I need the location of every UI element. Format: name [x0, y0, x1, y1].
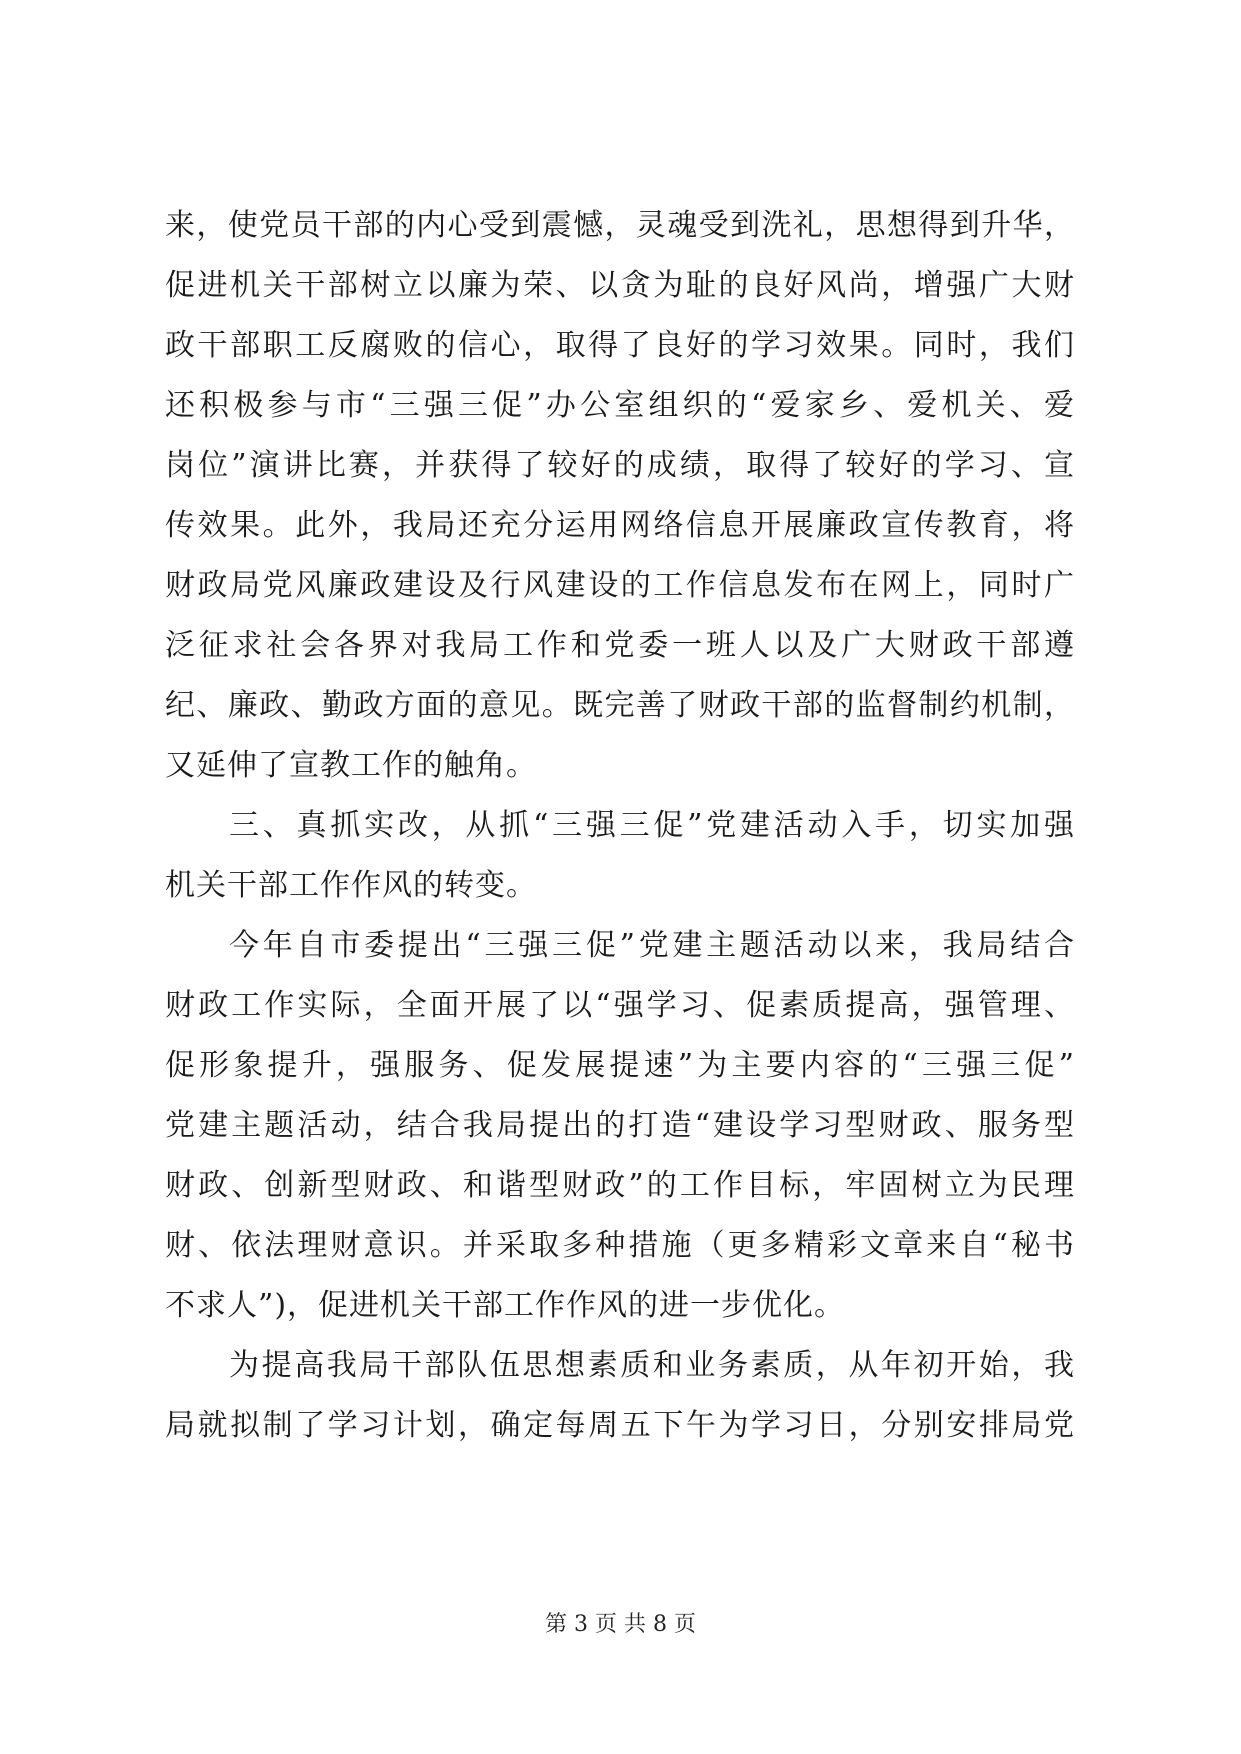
text-line: 促进机关干部树立以廉为荣、以贪为耻的良好风尚，增强广大财 — [165, 268, 1075, 303]
text-line: 今年自市委提出“三强三促”党建主题活动以来，我局结合 — [229, 928, 1075, 963]
text-line: 党建主题活动，结合我局提出的打造“建设学习型财政、服务型 — [165, 1108, 1075, 1143]
text-line: 三、真抓实改，从抓“三强三促”党建活动入手，切实加强 — [229, 808, 1075, 843]
text-line: 岗位”演讲比赛，并获得了较好的成绩，取得了较好的学习、宣 — [165, 448, 1075, 483]
text-line: 局就拟制了学习计划，确定每周五下午为学习日，分别安排局党 — [165, 1408, 1075, 1443]
text-line: 传效果。此外，我局还充分运用网络信息开展廉政宣传教育，将 — [165, 508, 1075, 543]
text-line: 财政工作实际，全面开展了以“强学习、促素质提高，强管理、 — [165, 988, 1075, 1023]
text-line: 机关干部工作作风的转变。 — [165, 868, 537, 903]
page-footer: 第 3 页 共 8 页 — [545, 1612, 696, 1637]
text-line: 为提高我局干部队伍思想素质和业务素质，从年初开始，我 — [229, 1348, 1075, 1383]
text-line: 促形象提升，强服务、促发展提速”为主要内容的“三强三促” — [165, 1048, 1075, 1083]
text-line: 财政局党风廉政建设及行风建设的工作信息发布在网上，同时广 — [165, 568, 1075, 603]
text-line: 纪、廉政、勤政方面的意见。既完善了财政干部的监督制约机制， — [165, 688, 1075, 723]
text-line: 又延伸了宣教工作的触角。 — [165, 748, 537, 783]
body-text — [165, 196, 1075, 1456]
text-line: 财政、创新型财政、和谐型财政”的工作目标，牢固树立为民理 — [165, 1168, 1075, 1203]
text-line: 来，使党员干部的内心受到震憾，灵魂受到洗礼，思想得到升华， — [165, 208, 1075, 243]
text-line: 泛征求社会各界对我局工作和党委一班人以及广大财政干部遵 — [165, 628, 1075, 663]
text-line: 还积极参与市“三强三促”办公室组织的“爱家乡、爱机关、爱 — [165, 388, 1075, 423]
text-line: 财、依法理财意识。并采取多种措施（更多精彩文章来自“秘书 — [165, 1228, 1075, 1263]
text-line: 不求人”)，促进机关干部工作作风的进一步优化。 — [165, 1288, 846, 1323]
text-line: 政干部职工反腐败的信心，取得了良好的学习效果。同时，我们 — [165, 328, 1075, 363]
